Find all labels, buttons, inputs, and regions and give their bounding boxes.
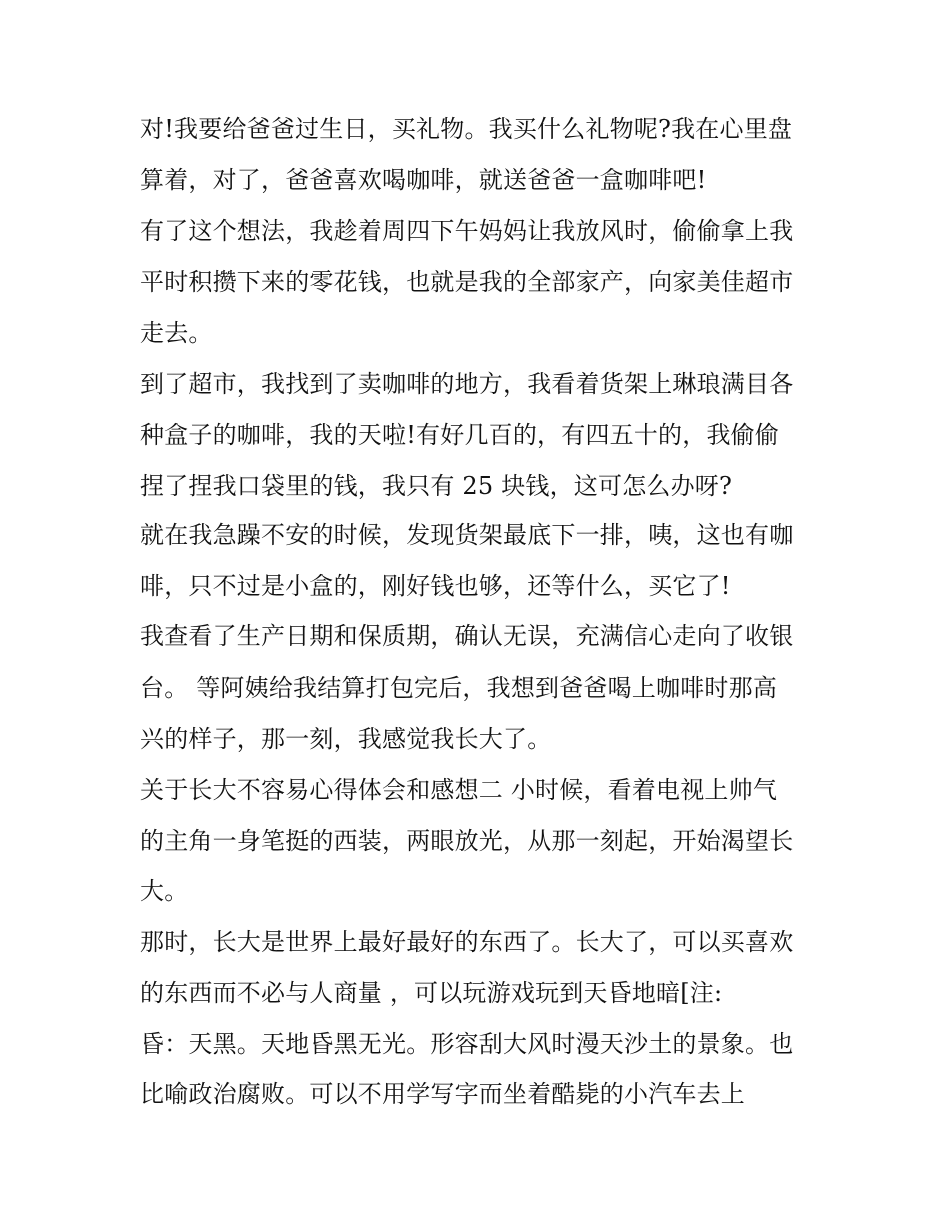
text-line: 算着，对了，爸爸喜欢喝咖啡，就送爸爸一盒咖啡吧!	[140, 166, 707, 194]
text-line: 的主角一身笔挺的西装，两眼放光，从那一刻起，开始渴望长	[140, 827, 794, 855]
text-line: 关于长大不容易心得体会和感想二 小时候，看着电视上帅气	[140, 776, 778, 804]
text-line: 的东西而不必与人商量 ，可以玩游戏玩到天昏地暗[注:	[140, 979, 723, 1007]
text-line: 走去。	[140, 319, 213, 347]
text-line: 种盒子的咖啡，我的天啦!有好几百的，有四五十的，我偷偷	[140, 421, 780, 449]
text-line: 比喻政治腐败。可以不用学写字而坐着酷毙的小汽车去上	[140, 1080, 745, 1108]
text-line: 平时积攒下来的零花钱，也就是我的全部家产，向家美佳超市	[140, 268, 794, 296]
text-line: 昏：天黑。天地昏黑无光。形容刮大风时漫天沙土的景象。也	[140, 1030, 794, 1058]
text-line: 到了超市，我找到了卖咖啡的地方，我看着货架上琳琅满目各	[140, 370, 794, 398]
text-line: 就在我急躁不安的时候，发现货架最底下一排，咦，这也有咖	[140, 521, 794, 549]
text-line: 啡，只不过是小盒的，刚好钱也够，还等什么，买它了!	[140, 572, 731, 600]
text-line: 台。 等阿姨给我结算打包完后，我想到爸爸喝上咖啡时那高	[140, 674, 778, 702]
text-line: 那时，长大是世界上最好最好的东西了。长大了，可以买喜欢	[140, 928, 794, 956]
text-line: 我查看了生产日期和保质期，确认无误，充满信心走向了收银	[140, 622, 794, 650]
text-line: 有了这个想法，我趁着周四下午妈妈让我放风时，偷偷拿上我	[140, 217, 794, 245]
text-line: 兴的样子，那一刻，我感觉我长大了。	[140, 725, 552, 753]
text-line: 对!我要给爸爸过生日，买礼物。我买什么礼物呢?我在心里盘	[140, 115, 793, 143]
text-line: 大。	[140, 877, 189, 905]
text-line: 捏了捏我口袋里的钱，我只有 25 块钱，这可怎么办呀?	[140, 472, 733, 500]
